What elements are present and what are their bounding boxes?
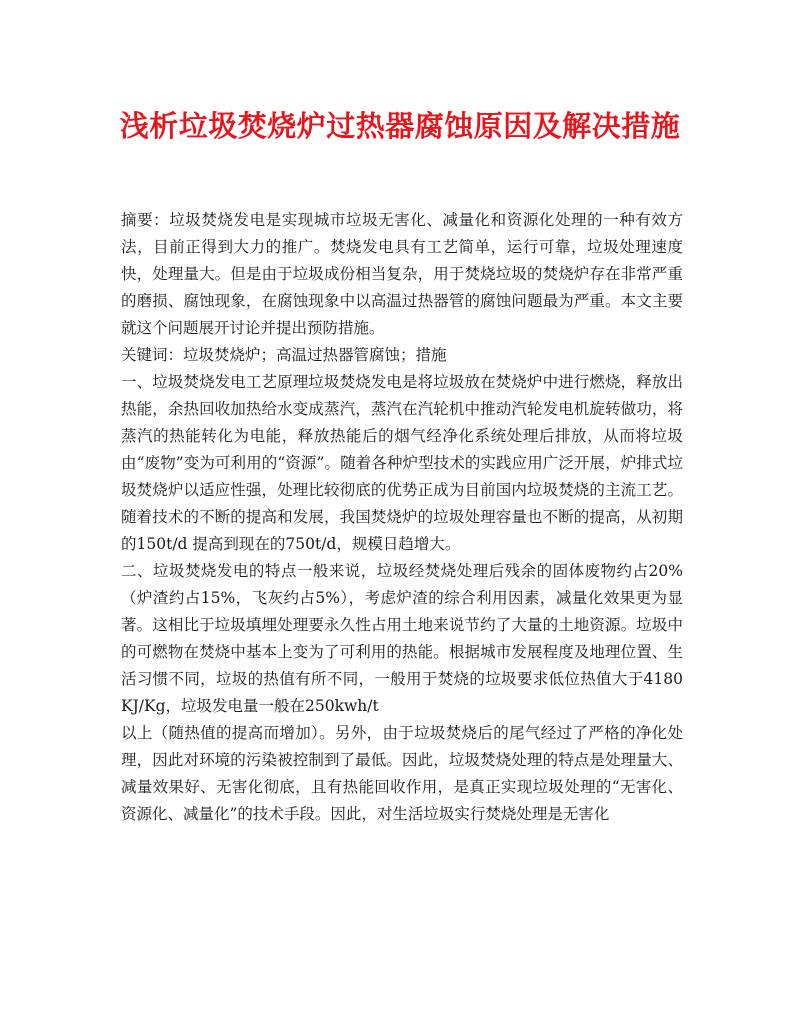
- abstract-paragraph: 摘要：垃圾焚烧发电是实现城市垃圾无害化、减量化和资源化处理的一种有效方法，目前正得到大力的推广。焚烧发电具有工艺简单，运行可靠，垃圾处理速度快，处理量大。但是由于垃圾成份相当复杂，用于焚烧垃圾的焚烧炉存在非常严重的磨损、腐蚀现象，在腐蚀现象中以高温过热器管的腐蚀问题最为严重。本文主要就这个问题展开讨论并提出预防措施。: [121, 211, 683, 337]
- section-two-paragraph: 二、垃圾焚烧发电的特点一般来说，垃圾经焚烧处理后残余的固体废物约占20%（炉渣约占15%，飞灰约占5%），考虑炉渣的综合利用因素，减量化效果更为显著。这相比于垃圾填埋处理要永久性占用土地来说节约了大量的土地资源。垃圾中的可燃物在焚烧中基本上变为了可利用的热能。根据城市发展程度及地理位置、生活习惯不同，垃圾的热值有所不同，一般用于焚烧的垃圾要求低位热值大于4180KJ/Kg，垃圾发电量一般在250kwh/t: [121, 562, 683, 715]
- section-two-continued-paragraph: 以上（随热值的提高而增加）。另外，由于垃圾焚烧后的尾气经过了严格的净化处理，因此对环境的污染被控制到了最低。因此，垃圾焚烧处理的特点是处理量大、减量效果好、无害化彻底，且有热能回收作用，是真正实现垃圾处理的“无害化、资源化、减量化”的技术手段。因此，对生活垃圾实行焚烧处理是无害化: [121, 724, 683, 823]
- section-one-paragraph: 一、垃圾焚烧发电工艺原理垃圾焚烧发电是将垃圾放在焚烧炉中进行燃烧，释放出热能，余热回收加热给水变成蒸汽，蒸汽在汽轮机中推动汽轮发电机旋转做功，将蒸汽的热能转化为电能，释放热能后的烟气经净化系统处理后排放，从而将垃圾由“废物”变为可利用的“资源”。随着各种炉型技术的实践应用广泛开展，炉排式垃圾焚烧炉以适应性强，处理比较彻底的优势正成为目前国内垃圾焚烧的主流工艺。随着技术的不断的提高和发展，我国焚烧炉的垃圾处理容量也不断的提高，从初期的150t/d 提高到现在的750t/d，规模日趋增大。: [121, 373, 683, 553]
- document-title: 浅析垃圾焚烧炉过热器腐蚀原因及解决措施: [119, 109, 681, 143]
- document-body: [121, 207, 683, 828]
- keywords-paragraph: 关键词：垃圾焚烧炉；高温过热器管腐蚀；措施: [121, 346, 447, 364]
